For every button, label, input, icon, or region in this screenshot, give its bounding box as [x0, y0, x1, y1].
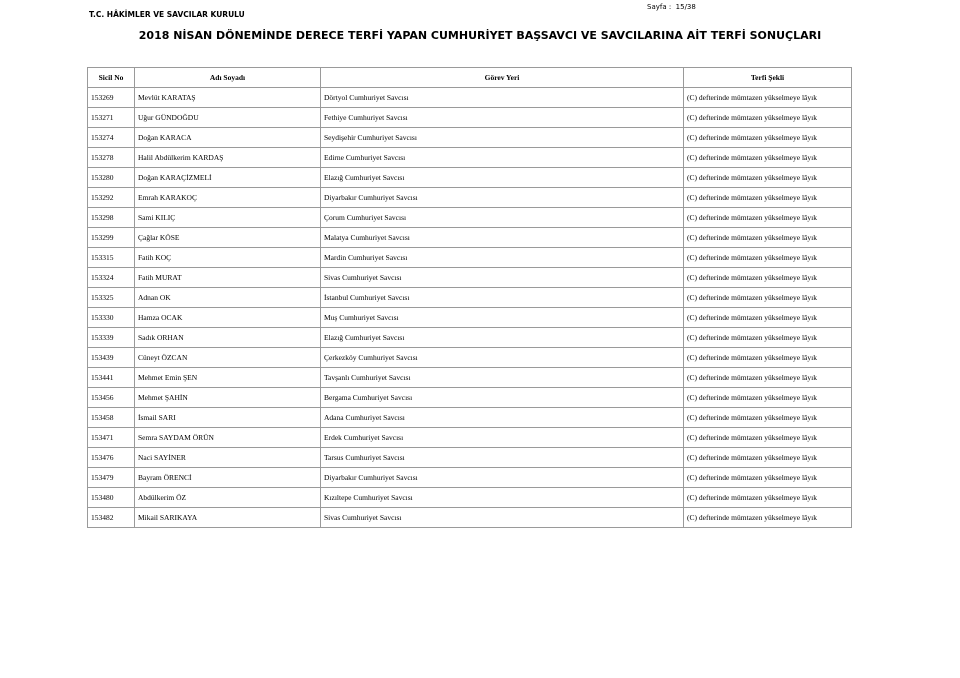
name-cell: Adnan OK [135, 288, 321, 308]
duty-location-cell: Elazığ Cumhuriyet Savcısı [321, 168, 684, 188]
duty-location-cell: İstanbul Cumhuriyet Savcısı [321, 288, 684, 308]
name-cell: Abdülkerim ÖZ [135, 488, 321, 508]
promotion-type-cell: (C) defterinde mümtazen yükselmeye lâyık [684, 108, 852, 128]
column-header-terfi-sekli: Terfi Şekli [684, 68, 852, 88]
duty-location-cell: Çorum Cumhuriyet Savcısı [321, 208, 684, 228]
name-cell: Bayram ÖRENCİ [135, 468, 321, 488]
promotion-type-cell: (C) defterinde mümtazen yükselmeye lâyık [684, 508, 852, 528]
promotion-type-cell: (C) defterinde mümtazen yükselmeye lâyık [684, 148, 852, 168]
name-cell: Halil Abdülkerim KARDAŞ [135, 148, 321, 168]
duty-location-cell: Erdek Cumhuriyet Savcısı [321, 428, 684, 448]
duty-location-cell: Tavşanlı Cumhuriyet Savcısı [321, 368, 684, 388]
sicil-no-cell: 153325 [88, 288, 135, 308]
table-row [88, 488, 852, 508]
name-cell: İsmail SARI [135, 408, 321, 428]
name-cell: Mikail SARIKAYA [135, 508, 321, 528]
table-row [88, 448, 852, 468]
results-table [87, 67, 852, 528]
table-row [88, 228, 852, 248]
table-row [88, 368, 852, 388]
column-header-adi-soyadi: Adı Soyadı [135, 68, 321, 88]
promotion-type-cell: (C) defterinde mümtazen yükselmeye lâyık [684, 308, 852, 328]
sicil-no-cell: 153476 [88, 448, 135, 468]
sicil-no-cell: 153339 [88, 328, 135, 348]
promotion-type-cell: (C) defterinde mümtazen yükselmeye lâyık [684, 208, 852, 228]
table-header-row [88, 68, 852, 88]
name-cell: Hamza OCAK [135, 308, 321, 328]
sicil-no-cell: 153315 [88, 248, 135, 268]
promotion-type-cell: (C) defterinde mümtazen yükselmeye lâyık [684, 128, 852, 148]
sicil-no-cell: 153330 [88, 308, 135, 328]
table-row [88, 468, 852, 488]
name-cell: Fatih KOÇ [135, 248, 321, 268]
table-row [88, 128, 852, 148]
duty-location-cell: Elazığ Cumhuriyet Savcısı [321, 328, 684, 348]
duty-location-cell: Mardin Cumhuriyet Savcısı [321, 248, 684, 268]
table-row [88, 108, 852, 128]
sicil-no-cell: 153278 [88, 148, 135, 168]
table-row [88, 148, 852, 168]
duty-location-cell: Sivas Cumhuriyet Savcısı [321, 268, 684, 288]
sicil-no-cell: 153458 [88, 408, 135, 428]
duty-location-cell: Diyarbakır Cumhuriyet Savcısı [321, 468, 684, 488]
name-cell: Mehmet Emin ŞEN [135, 368, 321, 388]
duty-location-cell: Çerkezköy Cumhuriyet Savcısı [321, 348, 684, 368]
sicil-no-cell: 153456 [88, 388, 135, 408]
table-row [88, 408, 852, 428]
sicil-no-cell: 153274 [88, 128, 135, 148]
table-row [88, 328, 852, 348]
table-row [88, 168, 852, 188]
promotion-type-cell: (C) defterinde mümtazen yükselmeye lâyık [684, 268, 852, 288]
table-row [88, 308, 852, 328]
table-row [88, 288, 852, 308]
name-cell: Doğan KARACA [135, 128, 321, 148]
table-body [88, 88, 852, 528]
promotion-type-cell: (C) defterinde mümtazen yükselmeye lâyık [684, 488, 852, 508]
name-cell: Uğur GÜNDOĞDU [135, 108, 321, 128]
promotion-type-cell: (C) defterinde mümtazen yükselmeye lâyık [684, 448, 852, 468]
table-row [88, 188, 852, 208]
name-cell: Naci SAYİNER [135, 448, 321, 468]
duty-location-cell: Malatya Cumhuriyet Savcısı [321, 228, 684, 248]
sicil-no-cell: 153479 [88, 468, 135, 488]
duty-location-cell: Bergama Cumhuriyet Savcısı [321, 388, 684, 408]
sicil-no-cell: 153482 [88, 508, 135, 528]
sicil-no-cell: 153271 [88, 108, 135, 128]
promotion-type-cell: (C) defterinde mümtazen yükselmeye lâyık [684, 188, 852, 208]
table-row [88, 248, 852, 268]
sicil-no-cell: 153441 [88, 368, 135, 388]
table-row [88, 428, 852, 448]
name-cell: Emrah KARAKOÇ [135, 188, 321, 208]
name-cell: Sami KILIÇ [135, 208, 321, 228]
page-number: Sayfa : 15/38 [647, 3, 696, 11]
sicil-no-cell: 153280 [88, 168, 135, 188]
sicil-no-cell: 153324 [88, 268, 135, 288]
promotion-type-cell: (C) defterinde mümtazen yükselmeye lâyık [684, 88, 852, 108]
name-cell: Semra SAYDAM ÖRÜN [135, 428, 321, 448]
promotion-type-cell: (C) defterinde mümtazen yükselmeye lâyık [684, 288, 852, 308]
sicil-no-cell: 153299 [88, 228, 135, 248]
table-row [88, 268, 852, 288]
document-title: 2018 NİSAN DÖNEMİNDE DERECE TERFİ YAPAN CUMHURİYET BAŞSAVCI VE SAVCILARINA AİT TERFİ SONUÇLARI [138, 29, 822, 42]
sicil-no-cell: 153471 [88, 428, 135, 448]
table-row [88, 208, 852, 228]
promotion-type-cell: (C) defterinde mümtazen yükselmeye lâyık [684, 428, 852, 448]
table-row [88, 88, 852, 108]
promotion-type-cell: (C) defterinde mümtazen yükselmeye lâyık [684, 468, 852, 488]
duty-location-cell: Edirne Cumhuriyet Savcısı [321, 148, 684, 168]
promotion-type-cell: (C) defterinde mümtazen yükselmeye lâyık [684, 408, 852, 428]
duty-location-cell: Kızıltepe Cumhuriyet Savcısı [321, 488, 684, 508]
promotion-type-cell: (C) defterinde mümtazen yükselmeye lâyık [684, 328, 852, 348]
sicil-no-cell: 153269 [88, 88, 135, 108]
duty-location-cell: Sivas Cumhuriyet Savcısı [321, 508, 684, 528]
organization-name: T.C. HÂKİMLER VE SAVCILAR KURULU [89, 10, 245, 19]
table-row [88, 348, 852, 368]
name-cell: Fatih MURAT [135, 268, 321, 288]
duty-location-cell: Fethiye Cumhuriyet Savcısı [321, 108, 684, 128]
name-cell: Cüneyt ÖZCAN [135, 348, 321, 368]
promotion-type-cell: (C) defterinde mümtazen yükselmeye lâyık [684, 168, 852, 188]
table-row [88, 508, 852, 528]
sicil-no-cell: 153439 [88, 348, 135, 368]
sicil-no-cell: 153480 [88, 488, 135, 508]
sicil-no-cell: 153298 [88, 208, 135, 228]
table-row [88, 388, 852, 408]
name-cell: Sadık ORHAN [135, 328, 321, 348]
name-cell: Doğan KARAÇİZMELİ [135, 168, 321, 188]
duty-location-cell: Seydişehir Cumhuriyet Savcısı [321, 128, 684, 148]
promotion-type-cell: (C) defterinde mümtazen yükselmeye lâyık [684, 348, 852, 368]
duty-location-cell: Dörtyol Cumhuriyet Savcısı [321, 88, 684, 108]
duty-location-cell: Diyarbakır Cumhuriyet Savcısı [321, 188, 684, 208]
name-cell: Mevlüt KARATAŞ [135, 88, 321, 108]
promotion-type-cell: (C) defterinde mümtazen yükselmeye lâyık [684, 248, 852, 268]
sicil-no-cell: 153292 [88, 188, 135, 208]
promotion-type-cell: (C) defterinde mümtazen yükselmeye lâyık [684, 388, 852, 408]
name-cell: Mehmet ŞAHİN [135, 388, 321, 408]
duty-location-cell: Muş Cumhuriyet Savcısı [321, 308, 684, 328]
name-cell: Çağlar KÖSE [135, 228, 321, 248]
promotion-type-cell: (C) defterinde mümtazen yükselmeye lâyık [684, 228, 852, 248]
promotion-type-cell: (C) defterinde mümtazen yükselmeye lâyık [684, 368, 852, 388]
duty-location-cell: Adana Cumhuriyet Savcısı [321, 408, 684, 428]
column-header-sicil-no: Sicil No [88, 68, 135, 88]
column-header-gorev-yeri: Görev Yeri [321, 68, 684, 88]
duty-location-cell: Tarsus Cumhuriyet Savcısı [321, 448, 684, 468]
